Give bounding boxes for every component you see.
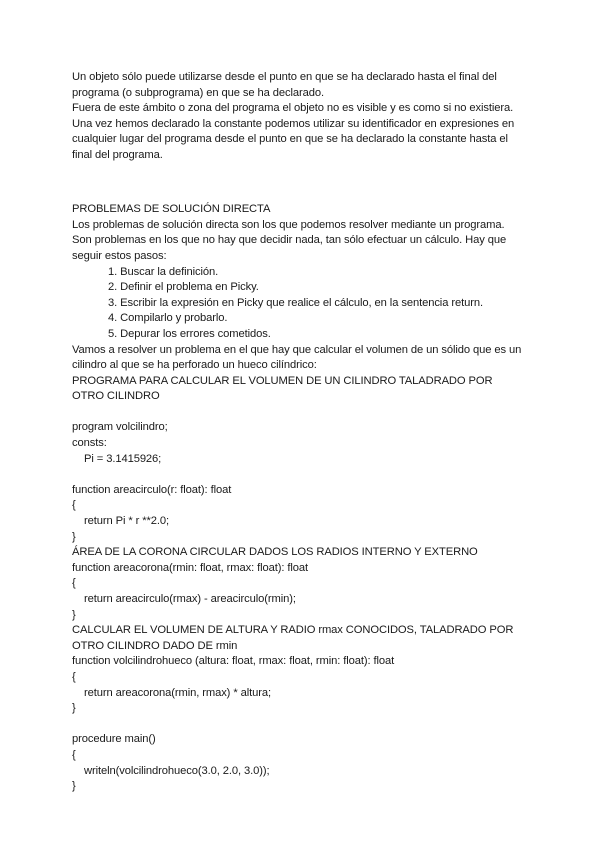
program-title: PROGRAMA PARA CALCULAR EL VOLUMEN DE UN CILINDRO TALADRADO POR [72, 374, 493, 387]
code-line: return Pi * r **2.0; [84, 515, 170, 528]
step-item: 3. Escribir la expresión en Picky que realice el cálculo, en la sentencia return. [108, 296, 483, 309]
program-title: OTRO CILINDRO [72, 390, 160, 403]
code-line: consts: [72, 437, 107, 450]
section-line: cilindro al que se ha perforado un hueco cilíndrico: [72, 359, 317, 372]
section-line: Los problemas de solución directa son los que podemos resolver mediante un programa. [72, 218, 505, 231]
code-line: } [72, 702, 76, 715]
intro-paragraph [72, 70, 542, 164]
intro-line: final del programa. [72, 148, 163, 161]
section-line: seguir estos pasos: [72, 249, 167, 262]
intro-line: cualquier lugar del programa desde el punto en que se ha declarado la constante hasta el [72, 133, 508, 146]
code-line: function volcilindrohueco (altura: float, rmax: float, rmin: float): float [72, 655, 395, 668]
step-item: 1. Buscar la definición. [108, 265, 219, 278]
step-item: 5. Depurar los errores cometidos. [108, 327, 271, 340]
code-line: Pi = 3.1415926; [84, 452, 162, 465]
code-line: function areacorona(rmin: float, rmax: float): float [72, 561, 309, 574]
section-line: Son problemas en los que no hay que decidir nada, tan sólo efectuar un cálculo. Hay que [72, 234, 507, 247]
code-comment: ÁREA DE LA CORONA CIRCULAR DADOS LOS RADIOS INTERNO Y EXTERNO [72, 546, 478, 559]
code-line: writeln(volcilindrohueco(3.0, 2.0, 3.0)); [84, 764, 270, 777]
code-line: { [72, 748, 76, 761]
code-comment: OTRO CILINDRO DADO DE rmin [72, 639, 238, 652]
code-line: function areacirculo(r: float): float [72, 483, 232, 496]
code-line: } [72, 608, 76, 621]
intro-line: Una vez hemos declarado la constante podemos utilizar su identificador en expresiones en [72, 117, 515, 130]
code-line: } [72, 530, 76, 543]
intro-line: programa (o subprograma) en que se ha declarado. [72, 86, 325, 99]
code-line: { [72, 499, 76, 512]
section-direct-problems [72, 202, 542, 405]
code-line: program volcilindro; [72, 421, 168, 434]
code-line: { [72, 670, 76, 683]
code-line: { [72, 577, 76, 590]
step-item: 4. Compilarlo y probarlo. [108, 312, 228, 325]
section-line: Vamos a resolver un problema en el que hay que calcular el volumen de un sólido que es un [72, 343, 522, 356]
step-item: 2. Definir el problema en Picky. [108, 281, 259, 294]
code-comment: CALCULAR EL VOLUMEN DE ALTURA Y RADIO rmax CONOCIDOS, TALADRADO POR [72, 624, 514, 637]
code-listing [72, 420, 542, 794]
code-line: return areacirculo(rmax) - areacirculo(rmin); [84, 593, 296, 605]
code-line: } [72, 780, 76, 793]
section-heading: PROBLEMAS DE SOLUCIÓN DIRECTA [72, 203, 271, 216]
steps-list [72, 265, 542, 343]
intro-line: Un objeto sólo puede utilizarse desde el punto en que se ha declarado hasta el final del [72, 71, 497, 83]
document-page [72, 70, 542, 795]
code-line: procedure main() [72, 733, 156, 746]
code-line: return areacorona(rmin, rmax) * altura; [84, 686, 271, 699]
intro-line: Fuera de este ámbito o zona del programa el objeto no es visible y es como si no existiera. [72, 102, 514, 115]
